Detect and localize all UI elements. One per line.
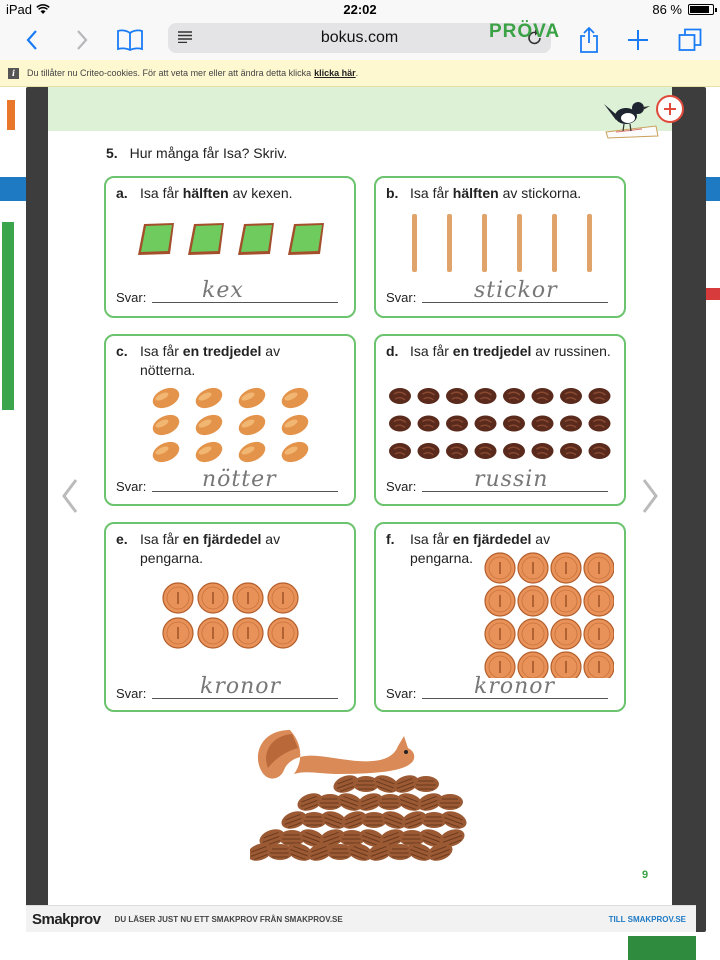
share-button[interactable]	[575, 26, 603, 54]
coins-illustration	[162, 582, 302, 652]
answer-text: kex	[202, 278, 244, 303]
background-badge	[705, 288, 720, 300]
coin-item	[584, 553, 614, 583]
task-label: b. Isa får hälften av stickorna.	[386, 185, 582, 201]
coin-item	[485, 586, 515, 616]
prova-badge: PRÖVA	[489, 21, 561, 42]
browser-toolbar	[0, 20, 720, 60]
raisin-item	[532, 443, 554, 459]
answer-prefix: Svar:	[116, 686, 147, 701]
question	[106, 145, 287, 161]
raisin-item	[503, 416, 525, 432]
plus-icon	[663, 102, 677, 116]
task-box-a	[104, 176, 356, 318]
coin-item	[518, 619, 548, 649]
answer-text: kronor	[474, 674, 556, 699]
coin-item	[584, 586, 614, 616]
plus-icon	[627, 29, 649, 51]
raisin-item	[503, 388, 525, 404]
answer-text: russin	[474, 467, 549, 492]
raisin-item	[532, 388, 554, 404]
answer-prefix: Svar:	[116, 479, 147, 494]
cookie-banner	[0, 60, 720, 87]
answer-text: stickor	[474, 278, 558, 303]
prev-page-button[interactable]	[58, 476, 82, 516]
raisin-item	[560, 388, 582, 404]
raisin-item	[503, 443, 525, 459]
smakprov-bar	[26, 905, 696, 932]
coin-item	[584, 619, 614, 649]
back-button[interactable]	[18, 26, 46, 54]
nut-item	[150, 411, 182, 439]
coin-item	[233, 583, 263, 613]
bookmarks-button[interactable]	[116, 26, 144, 54]
nuts-illustration	[150, 386, 320, 466]
raisin-item	[532, 416, 554, 432]
background-banner	[2, 222, 14, 410]
coin-item	[163, 583, 193, 613]
share-icon	[579, 27, 599, 53]
raisin-item	[475, 443, 497, 459]
coin-item	[485, 553, 515, 583]
stick-item	[447, 214, 452, 272]
magpie-illustration	[598, 88, 664, 140]
question-text: Hur många får Isa? Skriv.	[129, 145, 288, 161]
coin-item	[268, 583, 298, 613]
cookies-illustration	[136, 220, 330, 258]
nut-item	[279, 411, 312, 439]
answer-text: kronor	[200, 674, 282, 699]
device-name: iPad	[6, 2, 33, 17]
raisin-item	[589, 416, 611, 432]
task-label: c. Isa får en tredjedel av nötterna.	[116, 343, 281, 378]
pinecone-item	[413, 776, 439, 792]
raisin-item	[418, 388, 440, 404]
info-icon: i	[8, 68, 19, 79]
coin-item	[551, 652, 581, 678]
page-number: 9	[642, 869, 649, 881]
forward-button[interactable]	[68, 26, 96, 54]
answer-prefix: Svar:	[386, 686, 417, 701]
smakprov-link[interactable]: TILL SMAKPROV.SE	[608, 915, 686, 924]
status-bar	[0, 0, 720, 20]
task-label: f. Isa får en fjärdedel av pengarna.	[386, 531, 551, 566]
raisin-item	[560, 416, 582, 432]
answer-prefix: Svar:	[116, 290, 147, 305]
raisin-item	[560, 443, 582, 459]
reader-icon[interactable]	[178, 31, 192, 43]
raisin-item	[446, 443, 468, 459]
task-box-d	[374, 334, 626, 506]
nut-item	[236, 386, 269, 412]
coin-item	[584, 652, 614, 678]
cookie-item	[138, 223, 174, 255]
coin-item	[518, 586, 548, 616]
chevron-left-icon	[25, 29, 39, 51]
raisin-item	[418, 443, 440, 459]
coin-item	[198, 583, 228, 613]
coin-item	[551, 586, 581, 616]
nut-item	[236, 438, 269, 466]
coin-item	[198, 618, 228, 648]
raisin-item	[446, 388, 468, 404]
smakprov-text: DU LÄSER JUST NU ETT SMAKPROV FRÅN SMAKPROV.SE	[114, 914, 343, 924]
coin-item	[551, 553, 581, 583]
nut-item	[150, 386, 182, 412]
battery-icon	[688, 4, 714, 15]
coins-illustration	[484, 552, 614, 678]
raisin-item	[589, 443, 611, 459]
raisin-item	[418, 416, 440, 432]
squirrel-illustration	[250, 726, 480, 866]
background-button	[628, 936, 696, 960]
coin-item	[163, 618, 193, 648]
tabs-button[interactable]	[676, 26, 704, 54]
nut-item	[193, 411, 226, 439]
coin-item	[233, 618, 263, 648]
question-number: 5.	[106, 145, 118, 161]
new-tab-button[interactable]	[624, 26, 652, 54]
nut-item	[193, 386, 226, 412]
nut-item	[236, 411, 269, 439]
raisins-illustration	[388, 386, 618, 462]
cookie-item	[238, 223, 274, 255]
stick-item	[517, 214, 522, 272]
cookie-link[interactable]: klicka här	[314, 68, 356, 78]
raisin-item	[589, 388, 611, 404]
coin-item	[485, 619, 515, 649]
sticks-illustration	[406, 212, 596, 274]
task-box-c	[104, 334, 356, 506]
cookie-item	[288, 223, 324, 255]
raisin-item	[389, 388, 411, 404]
raisin-item	[475, 416, 497, 432]
cookie-item	[188, 223, 224, 255]
smakprov-logo: Smakprov	[32, 910, 101, 928]
zoom-plus-button[interactable]	[656, 95, 684, 123]
stick-item	[482, 214, 487, 272]
task-label: d. Isa får en tredjedel av russinen.	[386, 343, 611, 359]
book-icon	[117, 29, 143, 51]
coin-item	[518, 553, 548, 583]
tabs-icon	[678, 28, 702, 52]
task-label: e. Isa får en fjärdedel av pengarna.	[116, 531, 281, 566]
stick-item	[412, 214, 417, 272]
answer-prefix: Svar:	[386, 479, 417, 494]
task-box-b	[374, 176, 626, 318]
nut-item	[193, 438, 226, 466]
battery-percent: 86 %	[652, 2, 682, 17]
coin-item	[268, 618, 298, 648]
task-label: a. Isa får hälften av kexen.	[116, 185, 293, 201]
answer-prefix: Svar:	[386, 290, 417, 305]
stick-item	[587, 214, 592, 272]
raisin-item	[389, 416, 411, 432]
nut-item	[279, 386, 312, 412]
nut-item	[279, 438, 312, 466]
coin-item	[551, 619, 581, 649]
nut-item	[150, 438, 182, 466]
background-accent	[7, 100, 15, 130]
stick-item	[552, 214, 557, 272]
cookie-text: Du tillåter nu Criteo-cookies. För att veta mer eller att ändra detta klicka	[27, 68, 312, 78]
cookie-suffix: .	[355, 68, 359, 78]
url-text: bokus.com	[320, 29, 399, 46]
clock: 22:02	[343, 2, 377, 17]
pinecone-item	[439, 808, 469, 832]
answer-line	[152, 302, 338, 303]
page-header	[48, 87, 672, 131]
raisin-item	[389, 443, 411, 459]
chevron-right-icon	[75, 29, 89, 51]
pinecone-item	[437, 794, 463, 810]
next-page-button[interactable]	[638, 476, 662, 516]
answer-text: nötter	[202, 467, 277, 492]
task-box-f	[374, 522, 626, 712]
raisin-item	[475, 388, 497, 404]
task-box-e	[104, 522, 356, 712]
raisin-item	[446, 416, 468, 432]
